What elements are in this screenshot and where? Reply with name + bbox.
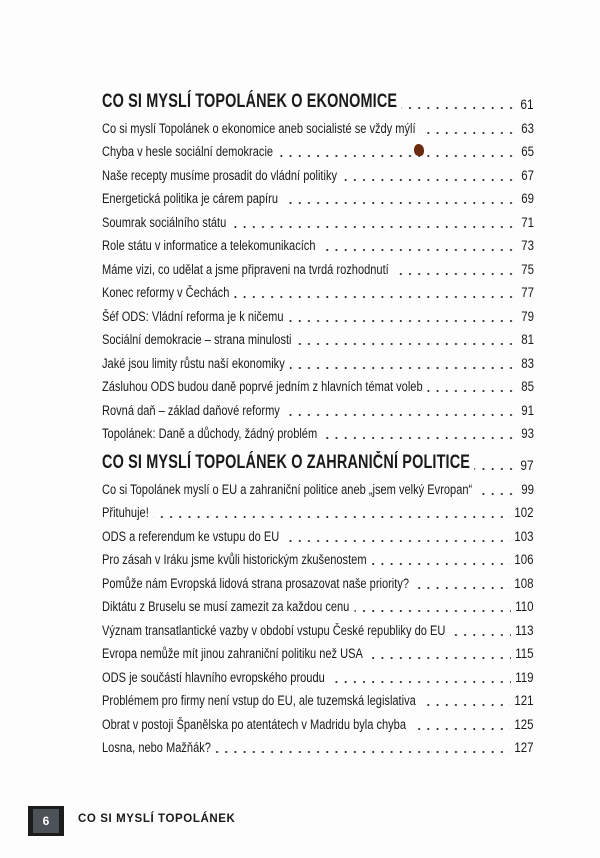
toc-entry-title: Konec reformy v Čechách [102,285,234,300]
toc-entry-title: Co si Topolánek myslí o EU a zahraniční politice aneb „jsem velký Evropan“ [102,482,477,497]
toc-chapter-heading[interactable] [102,88,534,116]
toc-entry-page: 102 [511,505,534,520]
toc-entry[interactable] [102,116,534,140]
toc-entry-page: 79 [517,309,534,324]
running-footer-title: CO SI MYSLÍ TOPOLÁNEK [78,813,236,825]
toc-entry[interactable] [102,375,534,399]
toc-entry-title: CO SI MYSLÍ TOPOLÁNEK O EKONOMICE [102,91,402,113]
toc-entry-title: Losna, nebo Mažňák? [102,740,216,755]
toc-entry-title: Chyba v hesle sociální demokracie [102,144,278,159]
toc-entry-title: Přituhuje! [102,505,154,520]
toc-entry-page: 75 [517,262,534,277]
page-number: 6 [33,809,59,833]
scan-stain [414,144,424,156]
toc-entry-page: 110 [511,599,534,614]
toc-entry[interactable] [102,163,534,187]
toc-entry-page: 71 [517,215,534,230]
toc-entry[interactable] [102,351,534,375]
toc-entry-title: Energetická politika je cárem papíru [102,191,283,206]
toc-entry-page: 103 [511,529,534,544]
toc-entry[interactable] [102,501,534,525]
toc-entry-title: Evropa nemůže mít jinou zahraniční politiku než USA [102,646,368,661]
toc-entry-page: 77 [517,285,534,300]
toc-entry-page: 97 [517,457,534,473]
toc-chapter-heading[interactable] [102,449,534,477]
toc-entry-page: 85 [517,379,534,394]
toc-entry[interactable] [102,642,534,666]
toc-entry-title: CO SI MYSLÍ TOPOLÁNEK O ZAHRANIČNÍ POLITICE [102,452,475,474]
toc-entry-title: Zásluhou ODS budou daně poprvé jedním z hlavních témat voleb [102,379,428,394]
toc-entry[interactable] [102,257,534,281]
toc-entry-title: Role státu v informatice a telekomunikacích [102,238,320,253]
toc-entry-page: 121 [511,693,534,708]
toc-section-economy [102,88,534,445]
toc-entry[interactable] [102,548,534,572]
toc-entry[interactable] [102,328,534,352]
toc-entry[interactable] [102,524,534,548]
toc-entry[interactable] [102,304,534,328]
toc-entry-title: ODS a referendum ke vstupu do EU [102,529,284,544]
toc-entry-page: 65 [517,144,534,159]
toc-entry-title: Naše recepty musíme prosadit do vládní politiky [102,168,342,183]
toc-entry-page: 83 [517,356,534,371]
toc-entry-page: 115 [511,646,534,661]
toc-entry[interactable] [102,234,534,258]
toc-entry[interactable] [102,140,534,164]
toc-entry-title: Pomůže nám Evropská lidová strana prosazovat naše priority? [102,576,414,591]
toc-entry[interactable] [102,665,534,689]
toc-entry-title: Diktátu z Bruselu se musí zamezit za každou cenu [102,599,354,614]
toc-entry-title: Význam transatlantické vazby v období vstupu České republiky do EU [102,623,450,638]
toc-entry[interactable] [102,689,534,713]
toc-entry[interactable] [102,210,534,234]
toc-entry[interactable] [102,571,534,595]
toc-entry[interactable] [102,398,534,422]
toc-entry-page: 125 [511,717,534,732]
toc-entry[interactable] [102,422,534,446]
toc-entry-page: 127 [511,740,534,755]
page-number-badge [28,806,64,836]
toc-entry-title: Topolánek: Daně a důchody, žádný problém [102,426,322,441]
toc-entry-title: Rovná daň – základ daňové reformy [102,403,285,418]
toc-entry-page: 63 [517,121,534,136]
toc-entry-page: 81 [517,332,534,347]
toc-entry-title: Problémem pro firmy není vstup do EU, ale tuzemská legislativa [102,693,421,708]
toc-entry-title: Šéf ODS: Vládní reforma je k ničemu [102,309,288,324]
toc-entry-page: 106 [511,552,534,567]
toc-entry[interactable] [102,281,534,305]
toc-entry-title: ODS je součástí hlavního evropského proudu [102,670,330,685]
toc-section-foreign-policy [102,449,534,759]
toc-entry[interactable] [102,618,534,642]
toc-entry-page: 69 [517,191,534,206]
toc-entry[interactable] [102,736,534,760]
toc-entry-page: 108 [511,576,534,591]
toc-entry-title: Soumrak sociálního státu [102,215,231,230]
toc-entry-page: 67 [517,168,534,183]
toc-entry-page: 113 [511,623,534,638]
toc-entry-page: 91 [517,403,534,418]
toc-entry-page: 119 [511,670,534,685]
toc-entry-page: 73 [517,238,534,253]
toc-entry-page: 93 [517,426,534,441]
toc-entry-title: Jaké jsou limity růstu naší ekonomiky [102,356,290,371]
toc-entry[interactable] [102,187,534,211]
toc-entry-page: 99 [517,482,534,497]
toc-entry[interactable] [102,595,534,619]
toc-entry[interactable] [102,712,534,736]
toc-entry-title: Máme vizi, co udělat a jsme připraveni na tvrdá rozhodnutí [102,262,394,277]
toc-entry-page: 61 [517,96,534,112]
toc-entry-title: Obrat v postoji Španělska po atentátech v Madridu byla chyba [102,717,411,732]
toc-entry-title: Co si myslí Topolánek o ekonomice aneb socialisté se vždy mýlí [102,121,421,136]
toc-entry-title: Pro zásah v Iráku jsme kvůli historickým zkušenostem [102,552,371,567]
toc-entry-title: Sociální demokracie – strana minulosti [102,332,296,347]
toc-entry[interactable] [102,477,534,501]
